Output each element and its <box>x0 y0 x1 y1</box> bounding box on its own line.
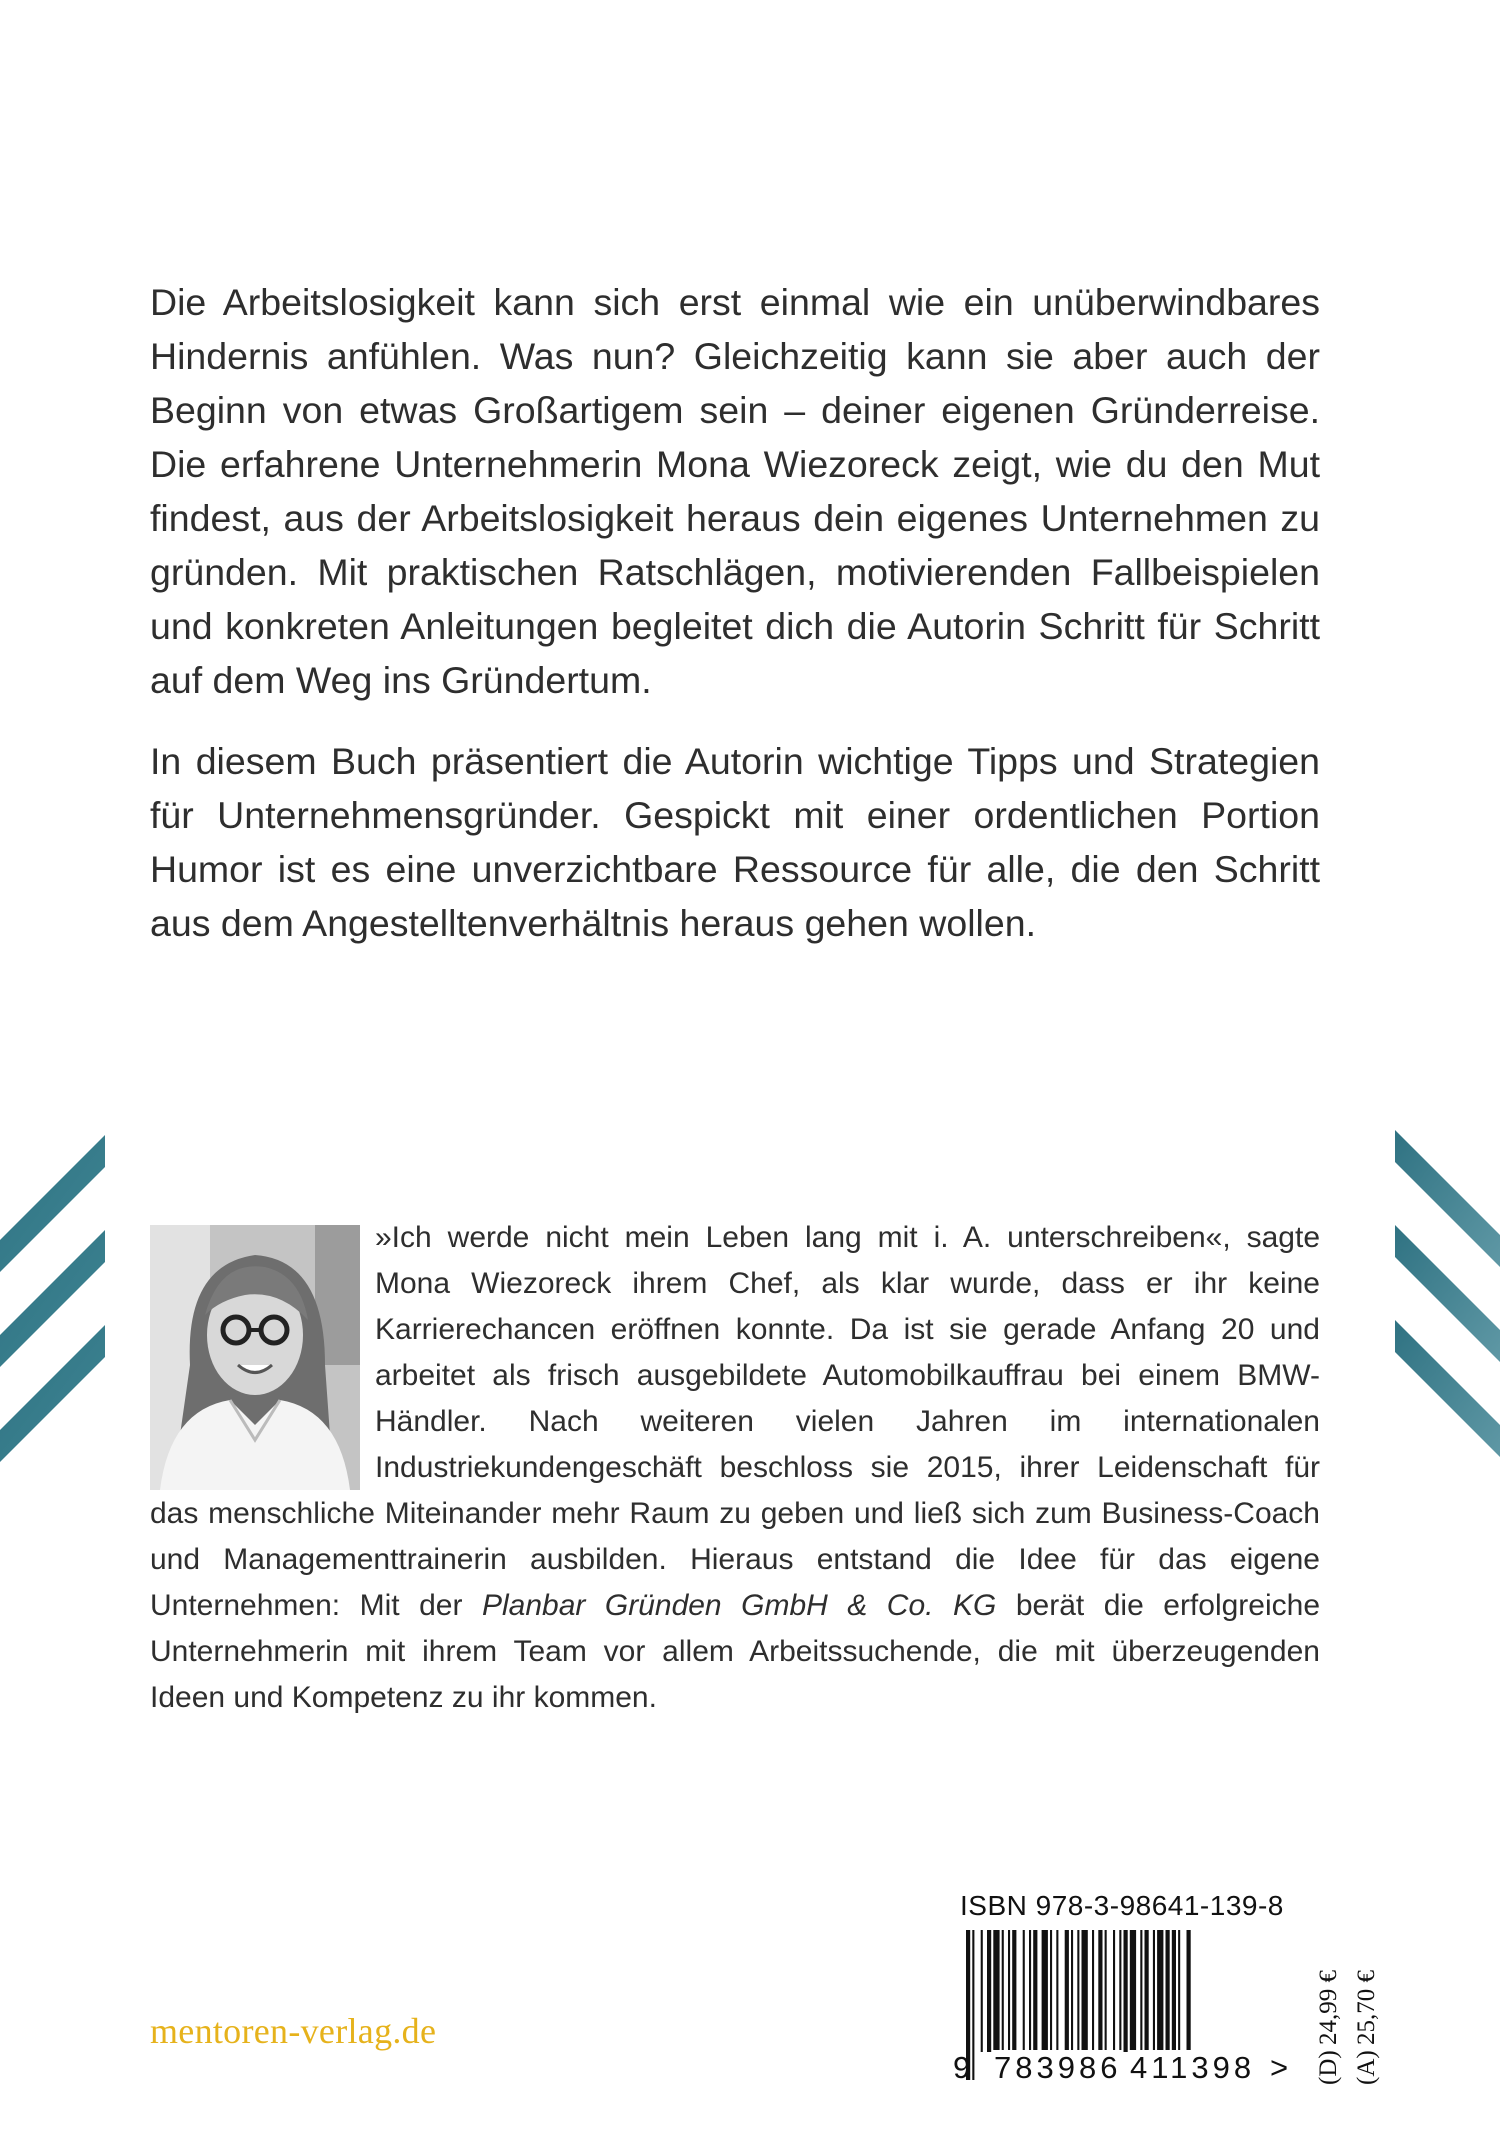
barcode-bar <box>1172 1930 1176 2052</box>
author-bio-text-2: berät die erfolgreiche Unternehmerin mit ihrem Team vor allem Arbeitssuchende, die mit überzeugenden Ideen und Kompetenz zu ihr kommen. <box>150 1589 1321 1714</box>
barcode-digits-right: 411398 <box>1130 2050 1256 2085</box>
barcode-bar <box>1092 1930 1094 2052</box>
isbn-label: ISBN 978-3-98641-139-8 <box>960 1890 1284 1921</box>
publisher-website: mentoren-verlag.de <box>150 2011 437 2051</box>
barcode-bar <box>1065 1930 1069 2052</box>
barcode-bar <box>1042 1930 1048 2052</box>
barcode-bar <box>1153 1930 1155 2052</box>
barcode-bar <box>993 1930 999 2052</box>
barcode-bar <box>1130 1930 1136 2052</box>
barcode-bar <box>1145 1930 1149 2052</box>
barcode-bar <box>981 1930 983 2052</box>
barcode-bar <box>1012 1930 1016 2052</box>
barcode-bar <box>1124 1930 1128 2052</box>
author-bio-text-1: »Ich werde nicht mein Leben lang mit i. A. unterschreiben«, sagte Mona Wiezoreck ihrem Chef, als klar wurde, dass er ihr keine Karrierechancen eröffnen konnte. Da ist sie gerade Anfang 20 und arbeitet als frisch ausgebildete Automobilkauffrau bei einem BMW-Händler. Nach weiteren vielen Jahren im internationalen Industriekundengeschäft beschloss sie 2015, ihrer Leidenschaft für das menschliche Miteinander mehr Raum zu geben und ließ sich zum Business-Coach und Managementtrainerin ausbilden. Hieraus entstand die Idee für das eigene Unternehmen: Mit der <box>150 1221 1320 1622</box>
price-germany <box>1315 1965 1343 2085</box>
barcode-digit-first: 9 <box>953 2050 971 2085</box>
price-austria-value: 25,70 € <box>1353 1970 1380 2045</box>
barcode-bar <box>1023 1930 1025 2052</box>
blurb-paragraph-1: Die Arbeitslosigkeit kann sich erst einmal wie ein unüberwindbares Hindernis anfühlen. Was nun? Gleichzeitig kann sie aber auch der Beginn von etwas Großartigem sein – deiner eigenen Gründerreise. Die erfahrene Unternehmerin Mona Wiezoreck zeigt, wie du den Mut findest, aus der Arbeitslosigkeit heraus dein eigenes Unternehmen zu gründen. Mit praktischen Ratschlägen, motivierenden Fallbeispielen und konkreten Anleitungen begleitet dich die Autorin Schritt für Schritt auf dem Weg ins Gründertum. <box>150 281 1320 701</box>
barcode-bar <box>1056 1930 1058 2052</box>
decorative-stripes-left <box>0 1125 110 1535</box>
barcode-bar <box>1113 1930 1115 2052</box>
author-company: Planbar Gründen GmbH & Co. KG <box>481 1589 997 1622</box>
barcode-bar <box>1098 1930 1102 2052</box>
barcode-bar <box>1071 1930 1073 2052</box>
barcode-bar <box>1050 1930 1052 2052</box>
price-austria-code: (A) <box>1353 2050 1380 2085</box>
barcode-quiet-zone-mark: > <box>1270 2050 1289 2085</box>
blurb-paragraph-2: In diesem Buch präsentiert die Autorin wichtige Tipps und Strategien für Unternehmensgründer. Gespickt mit einer ordentlichen Portion Humor ist es eine unverzichtbare Ressource für alle, die den Schritt aus dem Angestelltenverhältnis heraus gehen wollen. <box>150 740 1320 944</box>
barcode-bar <box>1008 1930 1010 2052</box>
decorative-stripes-right <box>1390 1125 1500 1535</box>
barcode-bar <box>1033 1930 1037 2052</box>
barcode-bar <box>972 1930 974 2080</box>
price-austria <box>1353 1965 1381 2085</box>
barcode-digits-left: 783986 <box>994 2050 1122 2085</box>
barcode-bar <box>1029 1930 1031 2052</box>
price-germany-value: 24,99 € <box>1315 1970 1342 2045</box>
barcode-bar <box>1119 1930 1121 2052</box>
barcode-bar <box>1178 1930 1180 2052</box>
barcode-bar <box>1157 1930 1163 2052</box>
author-bio <box>150 1215 1320 1721</box>
barcode-bar <box>1002 1930 1004 2052</box>
barcode-bar <box>987 1930 991 2052</box>
price-germany-code: (D) <box>1315 2050 1342 2085</box>
barcode-bar <box>1140 1930 1142 2052</box>
barcode-bar <box>1166 1930 1170 2052</box>
barcode-bar <box>1105 1930 1107 2052</box>
